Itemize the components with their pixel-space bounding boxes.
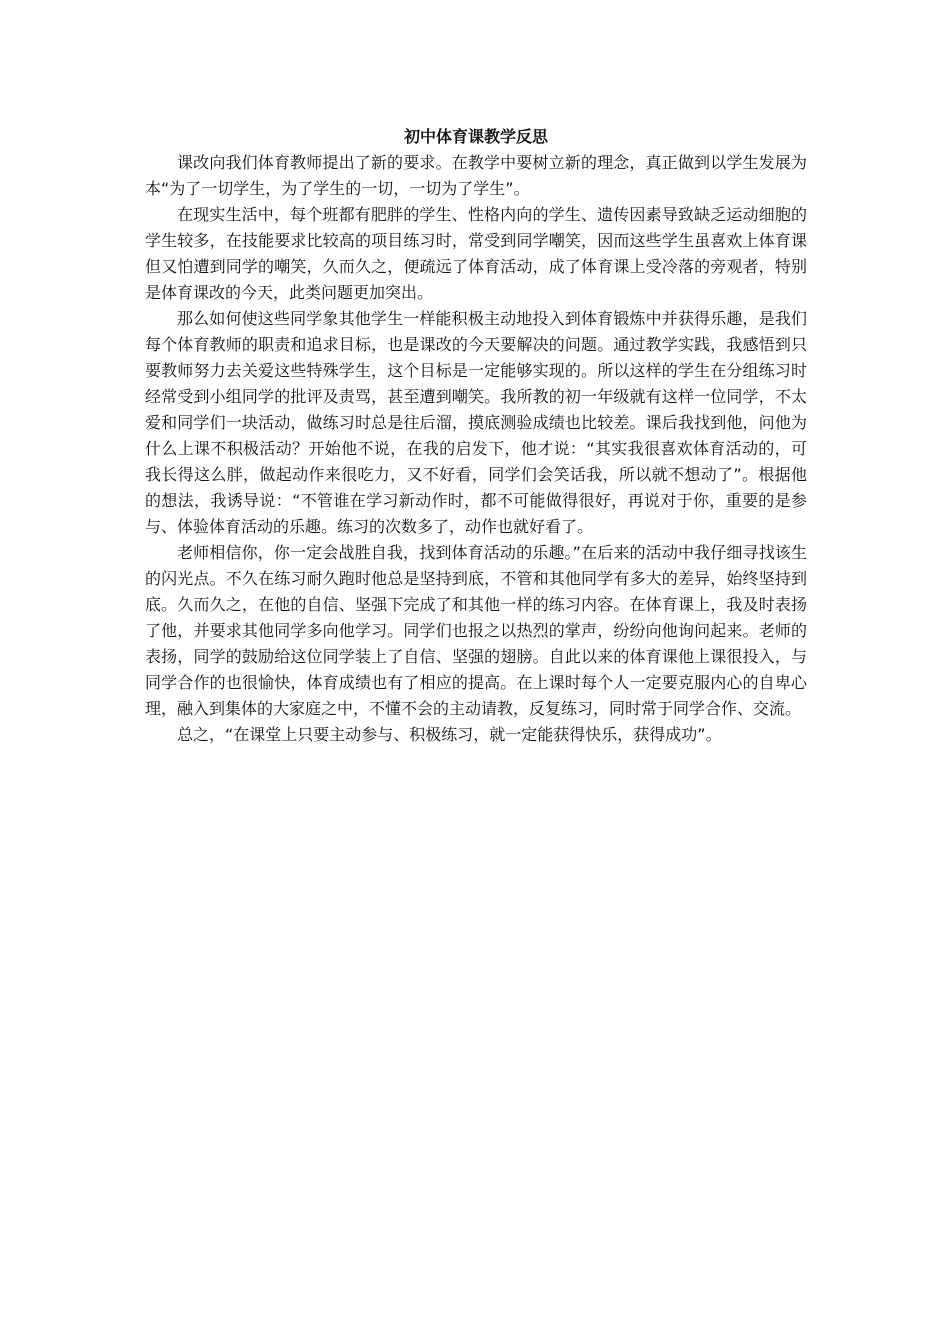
paragraph-5: 总之，“在课堂上只要主动参与、积极练习，就一定能获得快乐，获得成功”。	[177, 725, 722, 744]
paragraph-1: 课改向我们体育教师提出了新的要求。在教学中要树立新的理念，真正做到以学生发展为本“为了一切学生，为了学生的一切，一切为了学生”。	[145, 153, 807, 198]
paragraph-4: 老师相信你，你一定会战胜自我，找到体育活动的乐趣。”在后来的活动中我仔细寻找该生的闪光点。不久在练习耐久跑时他总是坚持到底，不管和其他同学有多大的差异，始终坚持到底。久而久之，在他的自信、坚强下完成了和其他一样的练习内容。在体育课上，我及时表扬了他，并要求其他同学多向他学习。同学们也报之以热烈的掌声，纷纷向他询问起来。老师的表扬，同学的鼓励给这位同学装上了自信、坚强的翅膀。自此以来的体育课他上课很投入，与同学合作的也很愉快，体育成绩也有了相应的提高。在上课时每个人一定要克服内心的自卑心理，融入到集体的大家庭之中，不懂不会的主动请教，反复练习，同时常于同学合作、交流。	[145, 543, 807, 718]
document-title: 初中体育课教学反思	[403, 127, 548, 146]
paragraph-3: 那么如何使这些同学象其他学生一样能积极主动地投入到体育锻炼中并获得乐趣，是我们每个体育教师的职责和追求目标，也是课改的今天要解决的问题。通过教学实践，我感悟到只要教师努力去关爱这些特殊学生，这个目标是一定能够实现的。所以这样的学生在分组练习时经常受到小组同学的批评及责骂，甚至遭到嘲笑。我所教的初一年级就有这样一位同学，不太爱和同学们一块活动，做练习时总是往后溜，摸底测验成绩也比较差。课后我找到他，问他为什么上课不积极活动？开始他不说，在我的启发下，他才说：“其实我很喜欢体育活动的，可我长得这么胖，做起动作来很吃力，又不好看，同学们会笑话我，所以就不想动了”。根据他的想法，我诱导说：“不管谁在学习新动作时，都不可能做得很好，再说对于你，重要的是参与、体验体育活动的乐趣。练习的次数多了，动作也就好看了。	[145, 309, 807, 536]
document-body	[145, 124, 807, 748]
paragraph-2: 在现实生活中，每个班都有肥胖的学生、性格内向的学生、遗传因素导致缺乏运动细胞的学生较多，在技能要求比较高的项目练习时，常受到同学嘲笑，因而这些学生虽喜欢上体育课但又怕遭到同学的嘲笑，久而久之，便疏远了体育活动，成了体育课上受冷落的旁观者，特别是体育课改的今天，此类问题更加突出。	[145, 205, 807, 302]
